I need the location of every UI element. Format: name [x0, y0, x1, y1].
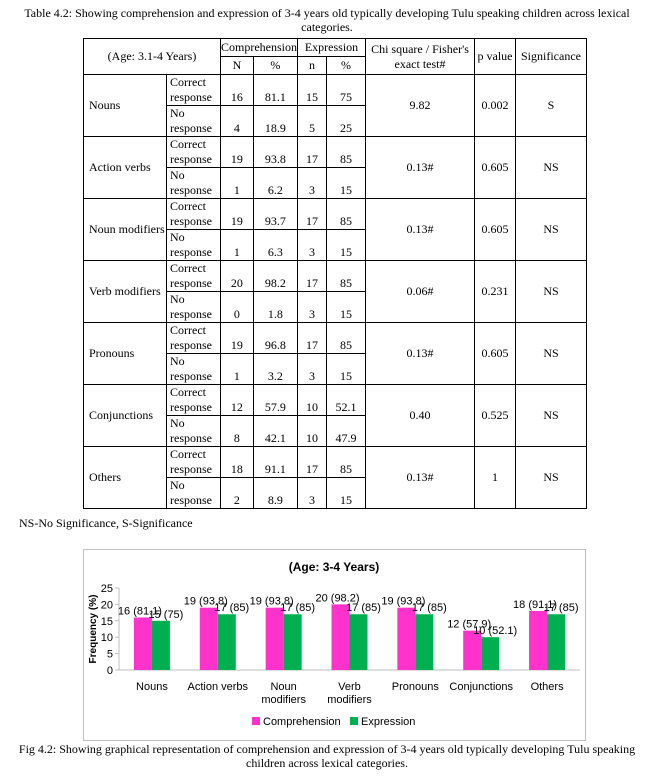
comp-no-pct: 18.9 — [253, 106, 297, 137]
exp-correct-n: 15 — [298, 75, 327, 106]
figure-caption: Fig 4.2: Showing graphical representation of comprehension and expression of 3-4 years old typically developing Tulu speaking children across lexical categories. — [18, 742, 636, 770]
category-cell: Others — [84, 447, 167, 509]
comp-correct-n: 12 — [221, 385, 254, 416]
correct-label: Correct response — [167, 447, 221, 478]
no-response-label: No response — [167, 292, 221, 323]
p-value: 1 — [475, 447, 516, 509]
table-row — [84, 261, 587, 292]
bar-chart — [83, 549, 586, 741]
table-row — [84, 75, 587, 106]
table-row — [84, 447, 587, 478]
p-value: 0.605 — [475, 137, 516, 199]
x-tick-label: Pronouns — [391, 681, 439, 693]
no-response-label: No response — [167, 230, 221, 261]
data-label: 10 (52.1) — [473, 625, 518, 638]
comp-no-n: 8 — [221, 416, 254, 447]
exp-correct-pct: 85 — [327, 261, 366, 292]
exp-correct-n: 17 — [298, 323, 327, 354]
legend-entry: Comprehension — [263, 716, 341, 728]
comp-correct-pct: 57.9 — [253, 385, 297, 416]
correct-label: Correct response — [167, 137, 221, 168]
category-cell: Verb modifiers — [84, 261, 167, 323]
correct-label: Correct response — [167, 75, 221, 106]
comp-no-n: 0 — [221, 292, 254, 323]
comp-correct-pct: 93.8 — [253, 137, 297, 168]
table-caption: Table 4.2: Showing comprehension and expression of 3-4 years old typically developing Tulu speaking children across lexical categories. — [24, 6, 630, 34]
chi-value: 0.13# — [366, 199, 475, 261]
exp-no-pct: 15 — [327, 168, 366, 199]
legend-swatch-expression — [350, 717, 358, 725]
legend-entry: Expression — [361, 716, 416, 728]
exp-correct-n: 17 — [298, 199, 327, 230]
no-response-label: No response — [167, 478, 221, 509]
y-tick-label: 5 — [106, 648, 113, 661]
p-value: 0.231 — [475, 261, 516, 323]
no-response-label: No response — [167, 416, 221, 447]
comp-no-n: 1 — [221, 230, 254, 261]
table-row — [84, 385, 587, 416]
exp-no-n: 3 — [298, 292, 327, 323]
bar-comprehension — [529, 611, 547, 670]
chart-title: (Age: 3-4 Years) — [288, 560, 380, 574]
expression-header: Expression — [298, 39, 366, 57]
data-label: 12 (57.9) — [447, 618, 492, 631]
bar-comprehension — [266, 608, 284, 670]
exp-no-pct: 15 — [327, 478, 366, 509]
category-cell: Conjunctions — [84, 385, 167, 447]
exp-no-n: 3 — [298, 230, 327, 261]
category-cell: Noun modifiers — [84, 199, 167, 261]
x-tick-label: modifiers — [327, 694, 372, 706]
chi-square-header: Chi square / Fisher's exact test# — [366, 39, 475, 75]
data-label: 17 (85) — [214, 602, 250, 615]
exp-correct-pct: 85 — [327, 199, 366, 230]
exp-correct-n: 17 — [298, 447, 327, 478]
y-tick-label: 0 — [106, 665, 113, 677]
p-value: 0.605 — [475, 199, 516, 261]
comp-correct-pct: 93.7 — [253, 199, 297, 230]
comp-pct-header: % — [253, 57, 297, 75]
bar-comprehension — [397, 608, 415, 670]
significance-value: NS — [516, 447, 587, 509]
comprehension-header: Comprehension — [221, 39, 298, 57]
p-value: 0.002 — [475, 75, 516, 137]
bar-comprehension — [200, 608, 218, 670]
comp-no-n: 1 — [221, 354, 254, 385]
y-tick-label: 10 — [100, 632, 113, 645]
significance-value: NS — [516, 323, 587, 385]
category-cell: Nouns — [84, 75, 167, 137]
comp-correct-n: 18 — [221, 447, 254, 478]
bar-comprehension — [134, 618, 152, 670]
comp-correct-pct: 98.2 — [253, 261, 297, 292]
p-value-header: p value — [475, 39, 516, 75]
data-label: 20 (98.2) — [315, 592, 360, 605]
exp-no-pct: 15 — [327, 292, 366, 323]
comp-no-pct: 6.3 — [253, 230, 297, 261]
age-header: (Age: 3.1-4 Years) — [84, 39, 221, 75]
correct-label: Correct response — [167, 385, 221, 416]
comp-no-n: 2 — [221, 478, 254, 509]
comp-no-pct: 8.9 — [253, 478, 297, 509]
table-row — [84, 199, 587, 230]
comp-correct-n: 16 — [221, 75, 254, 106]
no-response-label: No response — [167, 106, 221, 137]
comp-no-n: 1 — [221, 168, 254, 199]
x-tick-label: Verb — [338, 681, 361, 693]
table-row — [84, 323, 587, 354]
exp-correct-pct: 85 — [327, 447, 366, 478]
x-tick-label: Action verbs — [187, 681, 249, 693]
exp-no-n: 3 — [298, 168, 327, 199]
exp-no-n: 10 — [298, 416, 327, 447]
comp-no-pct: 6.2 — [253, 168, 297, 199]
exp-no-pct: 15 — [327, 230, 366, 261]
data-label: 16 (81.1) — [117, 605, 162, 618]
y-tick-label: 25 — [100, 583, 113, 595]
significance-value: S — [516, 75, 587, 137]
table-row — [84, 137, 587, 168]
p-value: 0.525 — [475, 385, 516, 447]
no-response-label: No response — [167, 354, 221, 385]
data-label: 18 (91.1) — [513, 598, 558, 611]
y-axis-label: Frequency (%) — [88, 594, 99, 664]
exp-correct-n: 17 — [298, 261, 327, 292]
comp-correct-n: 19 — [221, 323, 254, 354]
exp-correct-n: 17 — [298, 137, 327, 168]
exp-n-header: n — [298, 57, 327, 75]
data-label: 17 (85) — [346, 602, 381, 615]
exp-no-n: 3 — [298, 478, 327, 509]
comp-no-pct: 42.1 — [253, 416, 297, 447]
chi-value: 0.06# — [366, 261, 475, 323]
chi-value: 0.13# — [366, 137, 475, 199]
comp-correct-n: 19 — [221, 137, 254, 168]
significance-header: Significance — [516, 39, 587, 75]
x-tick-label: Others — [530, 681, 564, 693]
exp-correct-n: 10 — [298, 385, 327, 416]
bar-expression — [415, 614, 433, 670]
y-tick-label: 20 — [100, 599, 113, 612]
exp-no-pct: 15 — [327, 354, 366, 385]
exp-correct-pct: 85 — [327, 323, 366, 354]
comp-no-n: 4 — [221, 106, 254, 137]
data-label: 19 (93.8) — [249, 595, 294, 608]
data-label: 15 (75) — [148, 608, 184, 621]
category-cell: Pronouns — [84, 323, 167, 385]
significance-value: NS — [516, 137, 587, 199]
data-label: 19 (93.8) — [183, 595, 228, 608]
bar-chart-svg — [84, 550, 585, 740]
chi-value: 0.40 — [366, 385, 475, 447]
p-value: 0.605 — [475, 323, 516, 385]
exp-no-n: 3 — [298, 354, 327, 385]
data-label: 19 (93.8) — [381, 595, 426, 608]
exp-correct-pct: 85 — [327, 137, 366, 168]
chi-value: 0.13# — [366, 323, 475, 385]
exp-correct-pct: 75 — [327, 75, 366, 106]
significance-value: NS — [516, 385, 587, 447]
correct-label: Correct response — [167, 261, 221, 292]
bar-expression — [481, 637, 499, 670]
data-label: 17 (85) — [411, 602, 447, 615]
significance-value: NS — [516, 261, 587, 323]
correct-label: Correct response — [167, 199, 221, 230]
comp-correct-n: 19 — [221, 199, 254, 230]
chi-value: 0.13# — [366, 447, 475, 509]
category-cell: Action verbs — [84, 137, 167, 199]
exp-correct-pct: 52.1 — [327, 385, 366, 416]
exp-no-pct: 25 — [327, 106, 366, 137]
exp-no-n: 5 — [298, 106, 327, 137]
data-label: 17 (85) — [543, 602, 579, 615]
x-tick-label: modifiers — [261, 694, 306, 706]
y-tick-label: 15 — [100, 615, 113, 628]
comp-correct-pct: 81.1 — [253, 75, 297, 106]
chi-value: 9.82 — [366, 75, 475, 137]
bar-expression — [350, 614, 368, 670]
legend-swatch-comprehension — [252, 717, 260, 725]
bar-expression — [547, 614, 565, 670]
no-response-label: No response — [167, 168, 221, 199]
x-tick-label: Noun — [270, 681, 297, 693]
comp-no-pct: 3.2 — [253, 354, 297, 385]
comp-n-header: N — [221, 57, 254, 75]
comp-correct-pct: 96.8 — [253, 323, 297, 354]
significance-note: NS-No Significance, S-Significance — [19, 516, 193, 530]
exp-no-pct: 47.9 — [327, 416, 366, 447]
correct-label: Correct response — [167, 323, 221, 354]
bar-expression — [218, 614, 236, 670]
bar-expression — [152, 621, 170, 670]
exp-pct-header: % — [327, 57, 366, 75]
comp-no-pct: 1.8 — [253, 292, 297, 323]
significance-value: NS — [516, 199, 587, 261]
x-tick-label: Conjunctions — [449, 681, 514, 693]
results-table — [83, 38, 587, 509]
x-tick-label: Nouns — [136, 681, 168, 693]
comp-correct-pct: 91.1 — [253, 447, 297, 478]
data-label: 17 (85) — [280, 602, 316, 615]
comp-correct-n: 20 — [221, 261, 254, 292]
bar-expression — [284, 614, 302, 670]
